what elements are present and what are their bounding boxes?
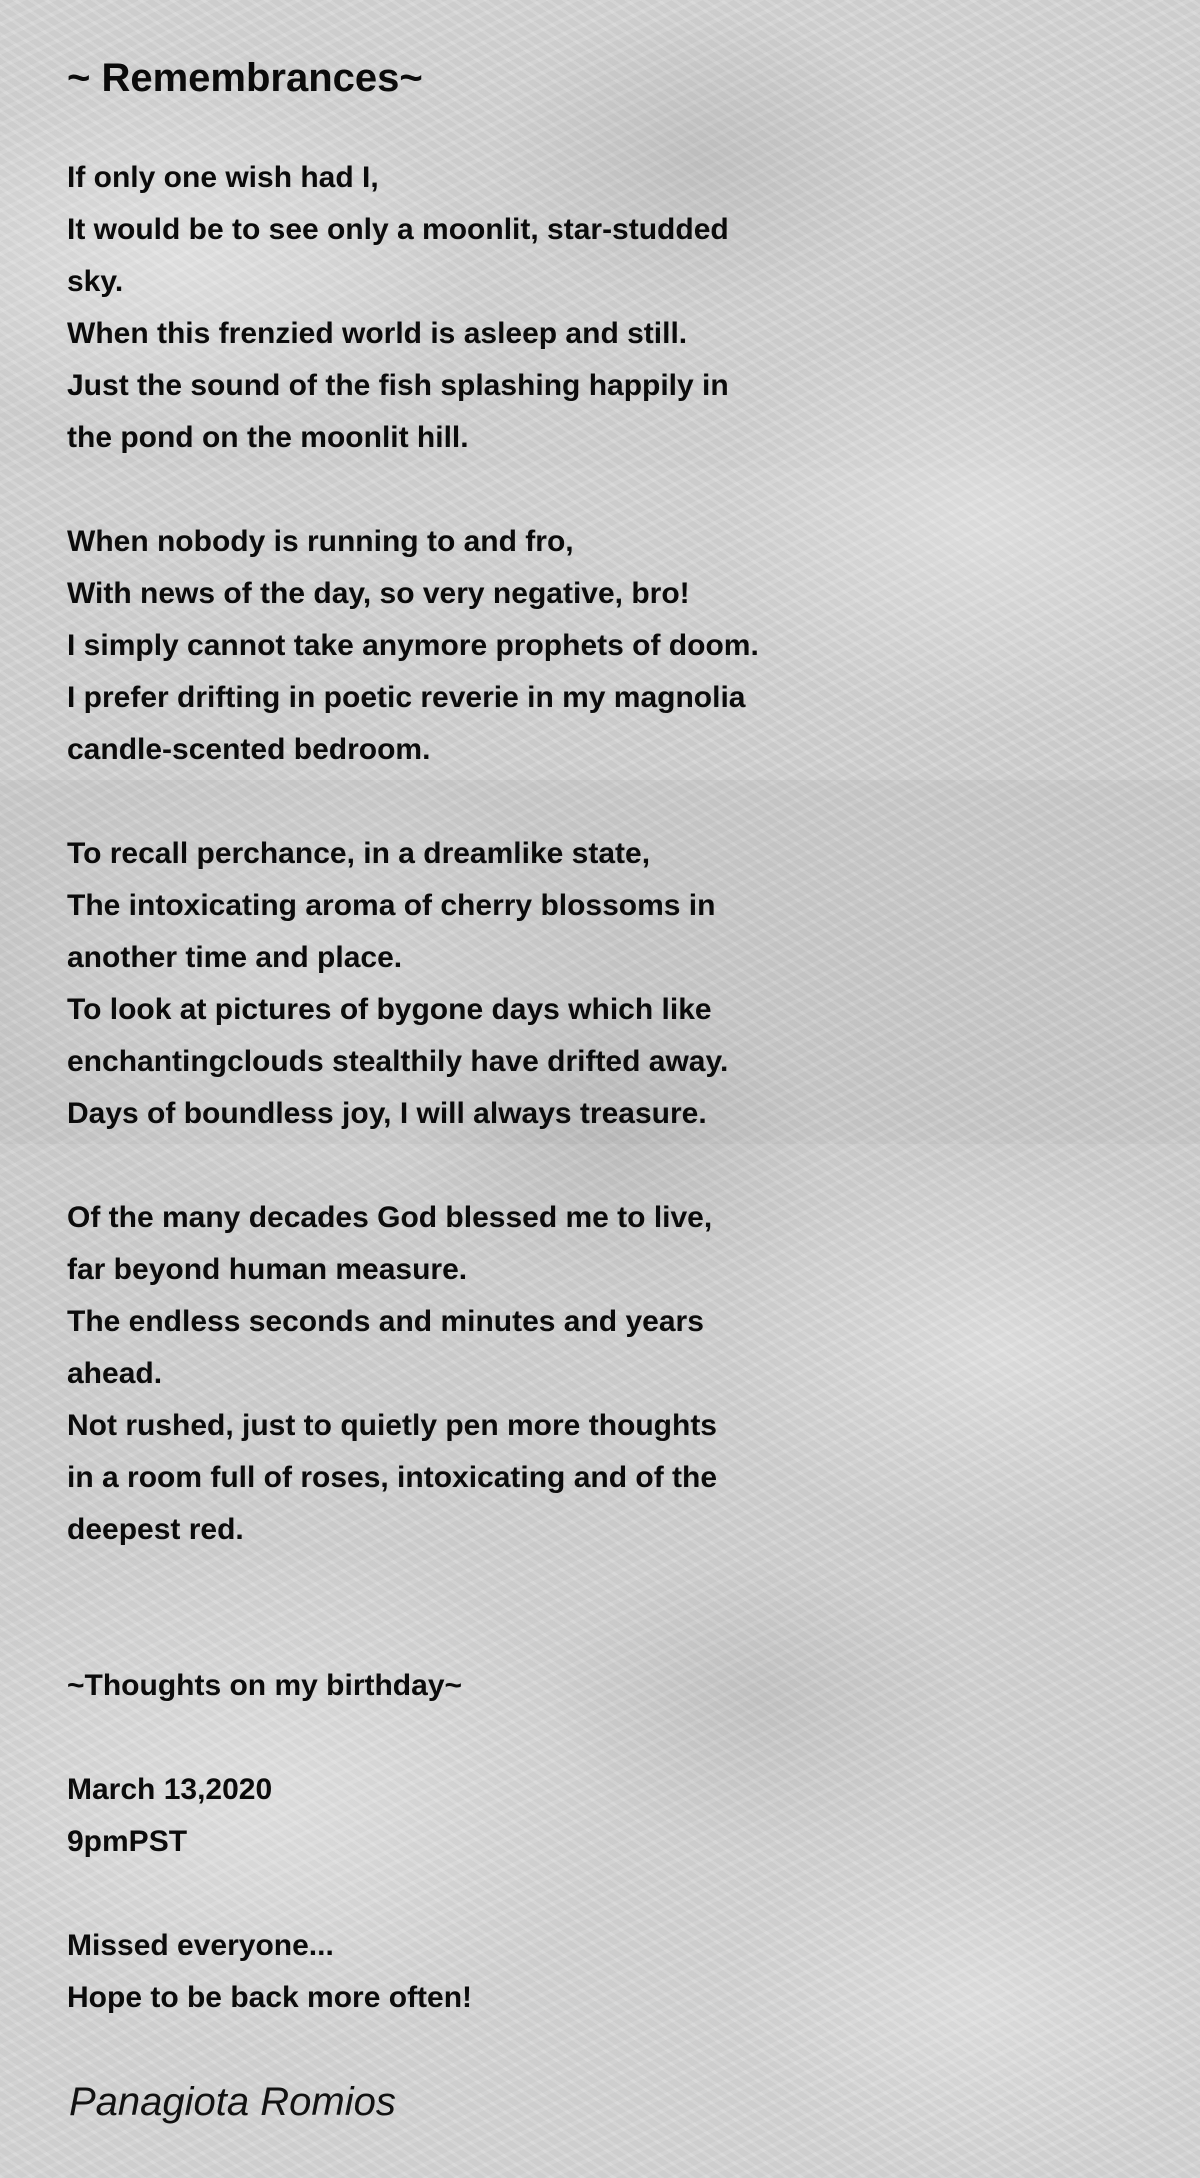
poem-line: deepest red. <box>67 1513 244 1546</box>
poem-line: ahead. <box>67 1357 163 1390</box>
poem-body <box>67 152 847 2024</box>
poem-line: far beyond human measure. <box>67 1253 468 1286</box>
poem-line: Days of boundless joy, I will always treasure. <box>67 1097 707 1130</box>
poem-title: ~ Remembrances~ <box>67 56 423 100</box>
stanza-gap <box>67 1140 847 1192</box>
poem-line: the pond on the moonlit hill. <box>67 421 469 454</box>
poem-line: sky. <box>67 265 124 298</box>
poem-line: It would be to see only a moonlit, star-studded <box>67 213 729 246</box>
poem-line: When nobody is running to and fro, <box>67 525 574 558</box>
poem-line: The endless seconds and minutes and years <box>67 1305 704 1338</box>
poem-date: March 13,2020 <box>67 1773 273 1806</box>
stanza-gap <box>67 1712 847 1764</box>
poem-note: Hope to be back more often! <box>67 1981 473 2014</box>
poem-subtitle: ~Thoughts on my birthday~ <box>67 1669 463 1702</box>
stanza-1 <box>67 152 847 464</box>
poem-line: When this frenzied world is asleep and still. <box>67 317 688 350</box>
poem-line: enchantingclouds stealthily have drifted away. <box>67 1045 729 1078</box>
poem-line: candle-scented bedroom. <box>67 733 431 766</box>
stanza-gap <box>67 1868 847 1920</box>
poem-line: If only one wish had I, <box>67 161 379 194</box>
poem-line: To look at pictures of bygone days which like <box>67 993 712 1026</box>
poem-line: With news of the day, so very negative, bro! <box>67 577 690 610</box>
stanza-4 <box>67 1192 847 1556</box>
poem-note: Missed everyone... <box>67 1929 334 1962</box>
stanza-gap <box>67 1608 847 1660</box>
poem-line: I prefer drifting in poetic reverie in my magnolia <box>67 681 746 714</box>
stanza-gap <box>67 776 847 828</box>
poem-line: Of the many decades God blessed me to live, <box>67 1201 713 1234</box>
poem-line: The intoxicating aroma of cherry blossoms in <box>67 889 716 922</box>
poem-line: I simply cannot take anymore prophets of doom. <box>67 629 759 662</box>
poem-content <box>67 52 847 2024</box>
poem-line: another time and place. <box>67 941 403 974</box>
stanza-2 <box>67 516 847 776</box>
stanza-3 <box>67 828 847 1140</box>
stanza-gap <box>67 464 847 516</box>
poem-line: To recall perchance, in a dreamlike state, <box>67 837 651 870</box>
stanza-gap <box>67 1556 847 1608</box>
poem-author: Panagiota Romios <box>69 2080 396 2124</box>
poem-line: Not rushed, just to quietly pen more thoughts <box>67 1409 717 1442</box>
poem-line: in a room full of roses, intoxicating and of the <box>67 1461 718 1494</box>
poem-time: 9pmPST <box>67 1825 188 1858</box>
poem-line: Just the sound of the fish splashing happily in <box>67 369 729 402</box>
